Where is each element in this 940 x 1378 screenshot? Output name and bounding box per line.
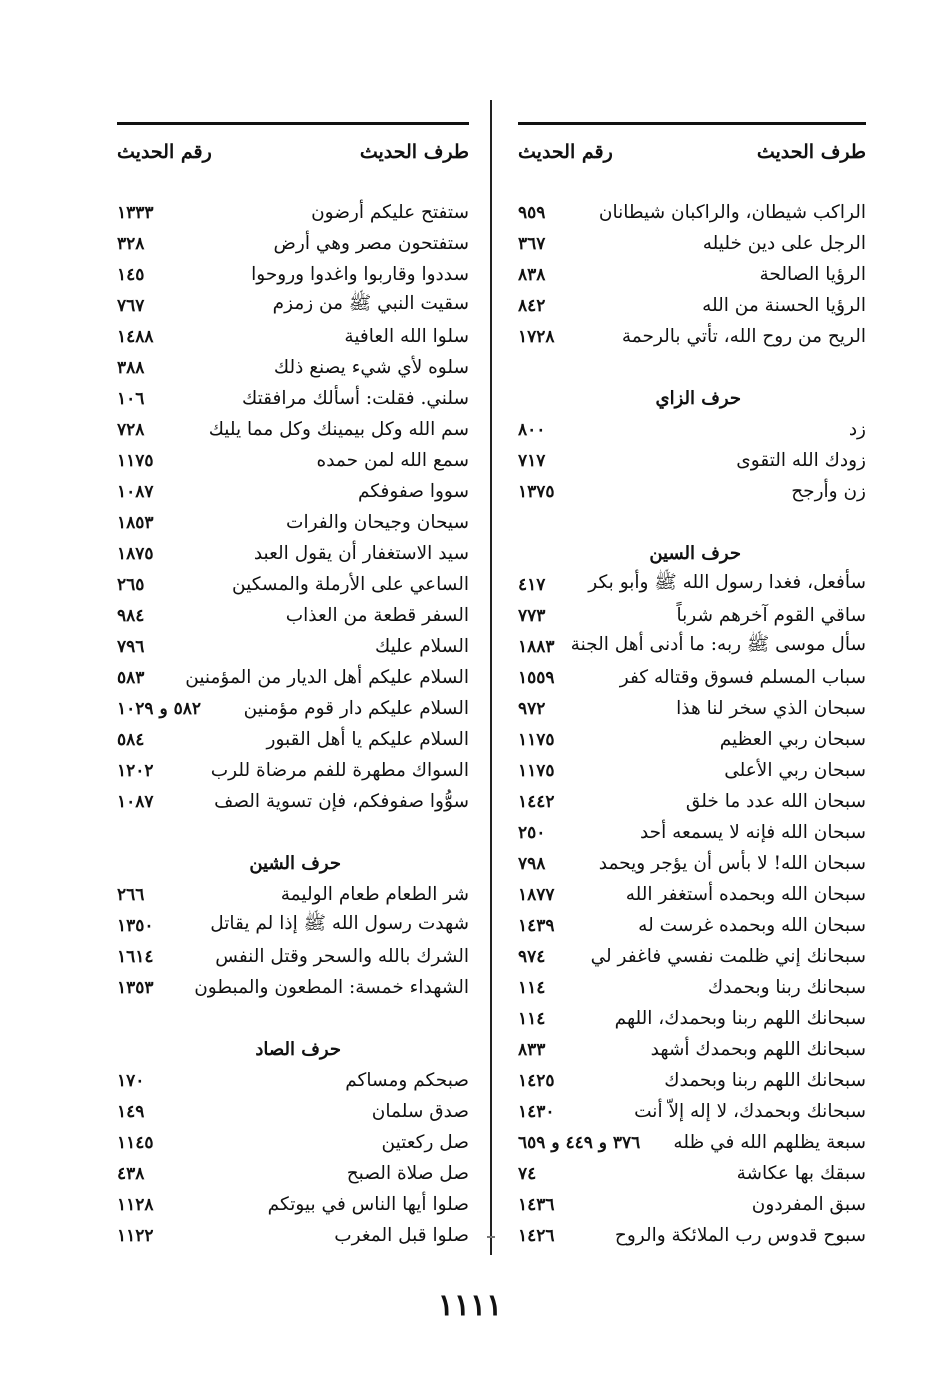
entry-text: سبحان الله! لا بأس أن يؤجر ويحمد bbox=[598, 853, 866, 874]
index-entry-row bbox=[117, 290, 469, 321]
entry-text: صدق سلمان bbox=[371, 1101, 469, 1122]
header-number-label: رقم الحديث bbox=[518, 141, 613, 163]
entry-number: ١٠٨٧ bbox=[117, 791, 154, 812]
entry-text: شر الطعام طعام الوليمة bbox=[280, 884, 469, 905]
index-entry-row bbox=[117, 569, 469, 600]
entry-number: ١١٤ bbox=[518, 1008, 546, 1029]
entry-number: ٧٢٨ bbox=[117, 419, 145, 440]
index-entry-row bbox=[117, 1096, 469, 1127]
page-number: ١١١١ bbox=[437, 1288, 503, 1323]
entry-text: ستفتح عليكم أرضون bbox=[311, 202, 469, 223]
entry-number: ٧٤ bbox=[518, 1163, 537, 1184]
entry-number: ١٨٧٧ bbox=[518, 884, 555, 905]
index-entry-row bbox=[518, 445, 866, 476]
right-column bbox=[518, 122, 866, 1251]
entry-number: ١٣٧٥ bbox=[518, 481, 555, 502]
entry-text: سبحان الذي سخر لنا هذا bbox=[676, 698, 866, 719]
entry-group bbox=[518, 414, 866, 507]
entry-text: شهدت رسول الله ﷺ إذا لم يقاتل bbox=[210, 912, 469, 934]
index-entry-row bbox=[117, 972, 469, 1003]
entry-number: ٣٧٦ و ٤٤٩ و ٦٥٩ bbox=[518, 1132, 641, 1153]
index-entry-row bbox=[117, 1065, 469, 1096]
index-entry-row bbox=[518, 414, 866, 445]
index-entry-row bbox=[117, 352, 469, 383]
entry-number: ١٤٣٠ bbox=[518, 1101, 555, 1122]
entry-text: زن وأرجح bbox=[791, 481, 866, 502]
column-divider bbox=[490, 100, 492, 1255]
entry-text: سأفعل، فغدا رسول الله ﷺ وأبو بكر bbox=[588, 571, 866, 593]
index-entry-row bbox=[518, 290, 866, 321]
entry-number: ١٤٣٩ bbox=[518, 915, 555, 936]
entry-number: ٥٨٣ bbox=[117, 667, 145, 688]
index-entry-row bbox=[518, 910, 866, 941]
entry-text: الشهداء خمسة: المطعون والمبطون bbox=[194, 977, 469, 998]
index-entry-row bbox=[117, 1220, 469, 1251]
entry-number: ٧٦٧ bbox=[117, 295, 145, 316]
entry-number: ٨٤٢ bbox=[518, 295, 546, 316]
entry-text: سبحان الله وبحمده أستغفر الله bbox=[625, 884, 866, 905]
index-entry-row bbox=[518, 1220, 866, 1251]
entry-text: صبحكم ومساكم bbox=[345, 1070, 469, 1091]
entry-group bbox=[518, 197, 866, 352]
entry-text: سبحانك وبحمدك، لا إله إلاّ أنت bbox=[634, 1101, 866, 1122]
entry-number: ١٤٢٥ bbox=[518, 1070, 555, 1091]
entry-number: ٩٥٩ bbox=[518, 202, 546, 223]
entry-text: سبحانك اللهم ربنا وبحمدك، اللهم bbox=[614, 1008, 866, 1029]
index-entry-row bbox=[117, 693, 469, 724]
entry-text: سبقك بها عكاشة bbox=[736, 1163, 866, 1184]
entry-number: ٥٨٤ bbox=[117, 729, 145, 750]
entry-text: سبعة يظلهم الله في ظله bbox=[673, 1132, 866, 1153]
entry-text: الرؤيا الحسنة من الله bbox=[702, 295, 866, 316]
entry-number: ١١٧٥ bbox=[518, 760, 555, 781]
entry-number: ١١٤ bbox=[518, 977, 546, 998]
index-entry-row bbox=[518, 569, 866, 600]
entry-text: السلام عليك bbox=[375, 636, 469, 657]
entry-text: سبحانك إني ظلمت نفسي فاغفر لي bbox=[590, 946, 866, 967]
entry-number: ١٥٥٩ bbox=[518, 667, 555, 688]
header-number-label: رقم الحديث bbox=[117, 141, 212, 163]
entry-text: السفر قطعة من العذاب bbox=[285, 605, 469, 626]
entry-text: سيحان وجيحان والفرات bbox=[286, 512, 469, 533]
margin-mark bbox=[487, 1236, 495, 1238]
entry-text: زد bbox=[848, 419, 866, 440]
entry-text: سبحانك اللهم وبحمدك أشهد bbox=[650, 1039, 866, 1060]
entry-text: سقيت النبي ﷺ من زمزم bbox=[272, 292, 469, 314]
index-entry-row bbox=[518, 197, 866, 228]
entry-number: ٣٢٨ bbox=[117, 233, 145, 254]
entry-text: الساعي على الأرملة والمسكين bbox=[232, 574, 469, 595]
index-entry-row bbox=[117, 538, 469, 569]
entry-text: سيد الاستغفار أن يقول العبد bbox=[253, 543, 469, 564]
index-entry-row bbox=[117, 476, 469, 507]
entry-number: ١١٧٥ bbox=[518, 729, 555, 750]
entry-text: سبحان ربي العظيم bbox=[719, 729, 866, 750]
entry-text: السلام عليكم يا أهل القبور bbox=[266, 729, 469, 750]
entry-number: ١٠٨٧ bbox=[117, 481, 154, 502]
section-heading-sin: حرف السين bbox=[649, 543, 741, 564]
entry-text: صلوا أيها الناس في بيوتكم bbox=[267, 1194, 469, 1215]
index-entry-row bbox=[518, 600, 866, 631]
index-entry-row bbox=[518, 259, 866, 290]
index-entry-row bbox=[117, 445, 469, 476]
section-heading-shin: حرف الشين bbox=[249, 853, 341, 874]
entry-number: ١٤٩ bbox=[117, 1101, 145, 1122]
entry-number: ١٤٢٦ bbox=[518, 1225, 555, 1246]
index-entry-row bbox=[518, 1096, 866, 1127]
index-entry-row bbox=[518, 1003, 866, 1034]
entry-text: سبحان الله فإنه لا يسمعه أحد bbox=[639, 822, 866, 843]
index-entry-row bbox=[117, 228, 469, 259]
entry-number: ٣٨٨ bbox=[117, 357, 145, 378]
section-heading-zay: حرف الزاي bbox=[655, 388, 741, 409]
index-entry-row bbox=[117, 1127, 469, 1158]
index-entry-row bbox=[518, 1127, 866, 1158]
entry-number: ٧١٧ bbox=[518, 450, 546, 471]
index-entry-row bbox=[518, 1065, 866, 1096]
index-entry-row bbox=[117, 631, 469, 662]
entry-text: سمع الله لمن حمده bbox=[316, 450, 469, 471]
index-entry-row bbox=[518, 941, 866, 972]
entry-number: ٢٥٠ bbox=[518, 822, 546, 843]
entry-text: السلام عليكم أهل الديار من المؤمنين bbox=[185, 667, 469, 688]
entry-number: ١٤٤٢ bbox=[518, 791, 555, 812]
index-entry-row bbox=[117, 1158, 469, 1189]
entry-text: سبحانك اللهم ربنا وبحمدك bbox=[664, 1070, 866, 1091]
index-entry-row bbox=[518, 817, 866, 848]
entry-text: ساقي القوم آخرهم شرباً bbox=[676, 605, 866, 626]
entry-number: ٢٦٥ bbox=[117, 574, 145, 595]
entry-number: ٣٦٧ bbox=[518, 233, 546, 254]
entry-number: ٧٧٣ bbox=[518, 605, 546, 626]
index-entry-row bbox=[117, 662, 469, 693]
entry-text: سبحان الله وبحمده غرست له bbox=[638, 915, 866, 936]
entry-text: صل صلاة الصبح bbox=[346, 1163, 469, 1184]
entry-group bbox=[117, 879, 469, 1003]
entry-number: ١٨٧٥ bbox=[117, 543, 154, 564]
entry-number: ١٧٠ bbox=[117, 1070, 145, 1091]
index-entry-row bbox=[117, 1189, 469, 1220]
header-entry-label: طرف الحديث bbox=[756, 141, 866, 163]
index-entry-row bbox=[518, 755, 866, 786]
left-column bbox=[117, 122, 469, 1251]
entry-number: ١٢٠٢ bbox=[117, 760, 154, 781]
entry-number: ١٤٥ bbox=[117, 264, 145, 285]
entry-text: سبحان الله عدد ما خلق bbox=[685, 791, 866, 812]
index-entry-row bbox=[518, 848, 866, 879]
entry-number: ١١٧٥ bbox=[117, 450, 154, 471]
column-header bbox=[518, 122, 866, 177]
entry-number: ٤١٧ bbox=[518, 574, 546, 595]
entry-text: سباب المسلم فسوق وقتاله كفر bbox=[619, 667, 866, 688]
header-entry-label: طرف الحديث bbox=[359, 141, 469, 163]
entry-number: ٩٨٤ bbox=[117, 605, 145, 626]
entry-number: ٤٣٨ bbox=[117, 1163, 145, 1184]
entry-number: ٨٠٠ bbox=[518, 419, 546, 440]
entry-number: ١٠٦ bbox=[117, 388, 145, 409]
entry-number: ١٣٣٣ bbox=[117, 202, 154, 223]
entry-text: سبق المفردون bbox=[751, 1194, 866, 1215]
entry-text: الريح من روح الله، تأتي بالرحمة bbox=[621, 326, 866, 347]
index-entry-row bbox=[518, 693, 866, 724]
entry-text: سددوا وقاربوا واغدوا وروحوا bbox=[251, 264, 469, 285]
entry-text: سلوه لأي شيء يصنع ذلك bbox=[273, 357, 469, 378]
index-entry-row bbox=[117, 724, 469, 755]
entry-text: الرجل على دين خليله bbox=[702, 233, 866, 254]
entry-number: ٢٦٦ bbox=[117, 884, 145, 905]
index-entry-row bbox=[518, 879, 866, 910]
entry-text: ستفتحون مصر وهي أرض bbox=[273, 233, 469, 254]
entry-text: الشرك بالله والسحر وقتل النفس bbox=[215, 946, 469, 967]
entry-text: صلوا قبل المغرب bbox=[334, 1225, 469, 1246]
entry-number: ١٤٨٨ bbox=[117, 326, 154, 347]
index-entry-row bbox=[518, 724, 866, 755]
index-entry-row bbox=[117, 941, 469, 972]
index-entry-row bbox=[518, 228, 866, 259]
entry-text: سوُّوا صفوفكم، فإن تسوية الصف bbox=[214, 791, 469, 812]
entry-text: سبحان ربي الأعلى bbox=[724, 760, 866, 781]
index-entry-row bbox=[117, 414, 469, 445]
entry-text: سلني. فقلت: أسألك مرافقتك bbox=[241, 388, 469, 409]
entry-group bbox=[117, 1065, 469, 1251]
index-entry-row bbox=[117, 755, 469, 786]
entry-text: سبوح قدوس رب الملائكة والروح bbox=[614, 1225, 866, 1246]
index-entry-row bbox=[518, 476, 866, 507]
entry-number: ٨٣٨ bbox=[518, 264, 546, 285]
entry-number: ٩٧٤ bbox=[518, 946, 546, 967]
index-entry-row bbox=[518, 1034, 866, 1065]
index-entry-row bbox=[518, 786, 866, 817]
entry-text: سم الله وكل بيمينك وكل مما يليك bbox=[208, 419, 469, 440]
entry-text: الراكب شيطان، والراكبان شيطانان bbox=[598, 202, 866, 223]
entry-text: سبحانك ربنا وبحمدك bbox=[707, 977, 866, 998]
index-entry-row bbox=[117, 600, 469, 631]
entry-number: ١٤٣٦ bbox=[518, 1194, 555, 1215]
index-entry-row bbox=[518, 1189, 866, 1220]
index-entry-row bbox=[117, 259, 469, 290]
entry-text: سووا صفوفكم bbox=[357, 481, 469, 502]
index-entry-row bbox=[518, 662, 866, 693]
index-entry-row bbox=[117, 507, 469, 538]
column-header bbox=[117, 122, 469, 177]
index-entry-row bbox=[117, 786, 469, 817]
entry-text: السلام عليكم دار قوم مؤمنين bbox=[243, 698, 469, 719]
entry-number: ١١٤٥ bbox=[117, 1132, 154, 1153]
index-entry-row bbox=[117, 879, 469, 910]
entry-text: صل ركعتين bbox=[381, 1132, 469, 1153]
index-entry-row bbox=[518, 972, 866, 1003]
entry-text: سأل موسى ﷺ ربه: ما أدنى أهل الجنة bbox=[570, 633, 866, 655]
index-entry-row bbox=[117, 383, 469, 414]
index-entry-row bbox=[117, 910, 469, 941]
entry-text: السواك مطهرة للفم مرضاة للرب bbox=[210, 760, 469, 781]
entry-number: ٧٩٦ bbox=[117, 636, 145, 657]
entry-number: ١١٢٢ bbox=[117, 1225, 154, 1246]
index-entry-row bbox=[117, 321, 469, 352]
entry-number: ١٨٨٣ bbox=[518, 636, 555, 657]
entry-number: ١٨٥٣ bbox=[117, 512, 154, 533]
entry-group bbox=[117, 197, 469, 817]
section-heading-sad: حرف الصاد bbox=[255, 1039, 341, 1060]
entry-text: زودك الله التقوى bbox=[736, 450, 866, 471]
entry-number: ١٦١٤ bbox=[117, 946, 154, 967]
index-entry-row bbox=[518, 321, 866, 352]
entry-number: ١٧٢٨ bbox=[518, 326, 555, 347]
entry-number: ١٣٥٠ bbox=[117, 915, 154, 936]
index-entry-row bbox=[518, 1158, 866, 1189]
entry-number: ١٣٥٣ bbox=[117, 977, 154, 998]
entry-text: الرؤيا الصالحة bbox=[759, 264, 866, 285]
entry-group bbox=[518, 569, 866, 1251]
entry-number: ٩٧٢ bbox=[518, 698, 546, 719]
entry-number: ٧٩٨ bbox=[518, 853, 546, 874]
entry-number: ١١٢٨ bbox=[117, 1194, 154, 1215]
entry-number: ٨٣٣ bbox=[518, 1039, 546, 1060]
entry-text: سلوا الله العافية bbox=[344, 326, 469, 347]
entry-number: ٥٨٢ و ١٠٢٩ bbox=[117, 698, 201, 719]
index-entry-row bbox=[518, 631, 866, 662]
index-entry-row bbox=[117, 197, 469, 228]
